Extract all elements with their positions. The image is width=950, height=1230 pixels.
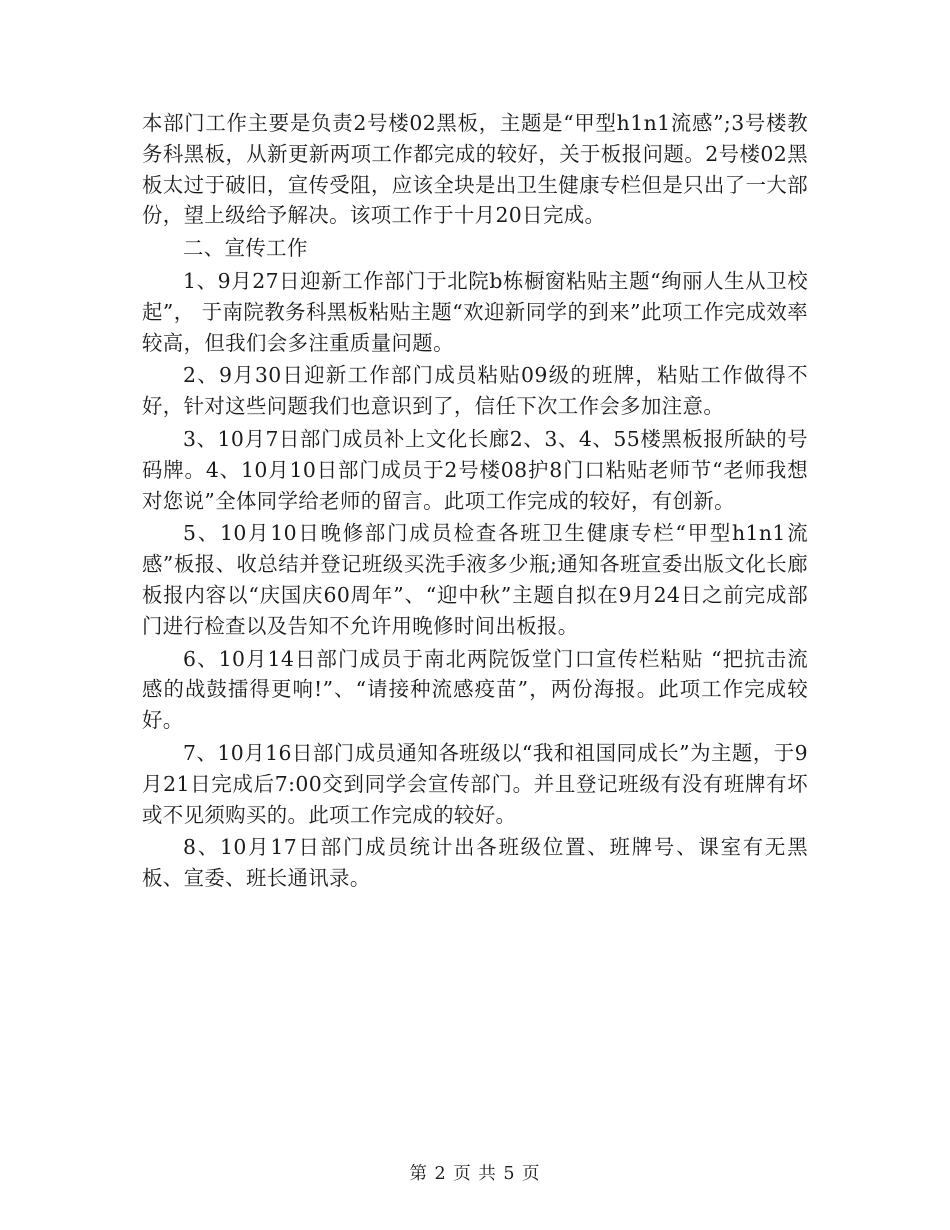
- paragraph-item-8: 8、10月17日部门成员统计出各班级位置、班牌号、课室有无黑板、宣委、班长通讯录。: [142, 835, 808, 891]
- paragraph-intro: 本部门工作主要是负责2号楼02黑板，主题是“甲型h1n1流感”;3号楼教务科黑板，从新更新两项工作都完成的较好，关于板报问题。2号楼02黑板太过于破旧，宣传受阻，应该全块是出卫生健康专栏但是只出了一大部份，望上级给予解决。该项工作于十月20日完成。: [142, 111, 808, 228]
- paragraph-item-1: 1、9月27日迎新工作部门于北院b栋橱窗粘贴主题“绚丽人生从卫校起”， 于南院教务科黑板粘贴主题“欢迎新同学的到来”此项工作完成效率较高，但我们会多注重质量问题。: [142, 268, 808, 355]
- paragraph-item-5: 5、10月10日晚修部门成员检查各班卫生健康专栏“甲型h1n1流感”板报、收总结并登记班级买洗手液多少瓶;通知各班宣委出版文化长廊板报内容以“庆国庆60周年”、“迎中秋”主题自拟在9月24日之前完成部门进行检查以及告知不允许用晚修时间出板报。: [142, 521, 808, 638]
- paragraph-item-3: 3、10月7日部门成员补上文化长廊2、3、4、55楼黑板报所缺的号码牌。4、10月10日部门成员于2号楼08护8门口粘贴老师节“老师我想对您说”全体同学给老师的留言。此项工作完成的较好，有创新。: [142, 426, 808, 513]
- paragraph-item-2: 2、9月30日迎新工作部门成员粘贴09级的班牌，粘贴工作做得不好，针对这些问题我们也意识到了，信任下次工作会多加注意。: [142, 363, 808, 419]
- paragraph-item-7: 7、10月16日部门成员通知各班级以“我和祖国同成长”为主题，于9月21日完成后7:00交到同学会宣传部门。并且登记班级有没有班牌有坏或不见须购买的。此项工作完成的较好。: [142, 740, 808, 827]
- page-footer: 第 2 页 共 5 页: [409, 1164, 541, 1184]
- section-heading: 二、宣传工作: [183, 236, 308, 261]
- document-page: [142, 108, 808, 896]
- paragraph-item-6: 6、10月14日部门成员于南北两院饭堂门口宣传栏粘贴 “把抗击流感的战鼓擂得更响!”、“请接种流感疫苗”，两份海报。此项工作完成较好。: [142, 646, 808, 733]
